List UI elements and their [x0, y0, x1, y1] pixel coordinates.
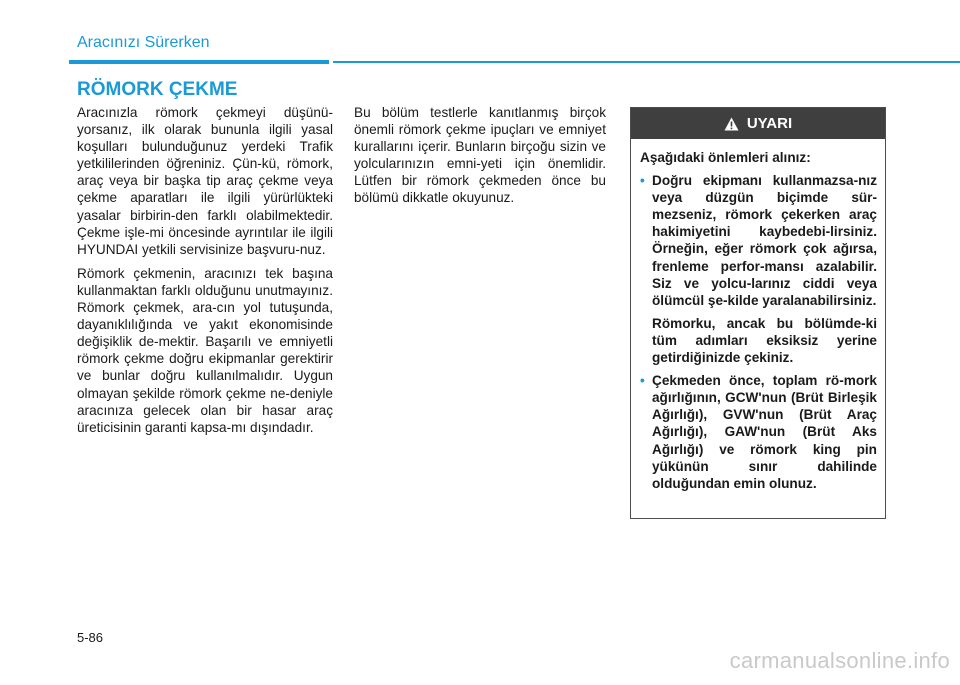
watermark: carmanualsonline.info: [729, 648, 950, 673]
paragraph: Römork çekmenin, aracınızı tek başına kullanmaktan farklı olduğunu unutmayınız. Römork çekmek, ara-cın yol tutuşunda, dayanıklılığında ve yakıt ekonomisinde değişiklik de-mektir. Başarılı ve emniyetli römork çekme doğru ekipmanlar gerektirir ve bunlar doğru kullanılmalıdır. Uygun olmayan şekilde römork çekme ne-deniyle aracınıza gelecek olan bir hasar araç üreticisinin garanti kapsa-mı dışındadır.: [77, 265, 333, 435]
warning-body: [631, 139, 885, 492]
list-item-text: Doğru ekipmanı kullanmazsa-nız veya düzgün biçimde sür-mezseniz, römork çekerken araç hakimiyetini kaybedebi-lirsiniz. Örneğin, eğer römork çok ağırsa, frenleme perfor-mansı azalabilir. Siz ve yolcu-larınız ciddi veya ölümcül şe-kilde yaralanabilirsiniz.: [652, 173, 877, 308]
text-column-left: [77, 104, 333, 443]
section-header: Aracınızı Sürerken: [77, 34, 210, 51]
header-rule-thick: [69, 60, 329, 64]
paragraph: Bu bölüm testlerle kanıtlanmış birçok önemli römork çekme ipuçları ve emniyet kurallarını içerir. Bunların birçoğu sizin ve yolcularınızın emni-yeti için önemlidir. Lütfen bir römork çekmeden önce bu bölümü dikkatle okuyunuz.: [354, 105, 606, 206]
paragraph: Aracınızla römork çekmeyi düşünü-yorsanız, ilk olarak bununla ilgili yasal koşulları bulunduğunuz yerdeki Trafik yetkililerinden öğreniniz. Çün-kü, römork, araç veya bir başka tip araç çekme veya çekme aparatları ile ilgili yürürlükteki yasalar birbirin-den farklı olabilmektedir. Çekme işle-mi öncesinde ayrıntılar ile ilgili HYUNDAI yetkili servisinize başvuru-nuz.: [77, 105, 333, 257]
warning-label: UYARI: [746, 115, 793, 132]
warning-list: [640, 172, 877, 492]
list-item-text: Römorku, ancak bu bölümde-ki tüm adımları eksiksiz yerine getirdiğinizde çekiniz.: [652, 315, 877, 366]
warning-header: [631, 108, 885, 139]
text-column-middle: [354, 104, 606, 214]
list-item: [640, 372, 877, 492]
list-item-text: Çekmeden önce, toplam rö-mork ağırlığının, GCW'nun (Brüt Birleşik Ağırlığı), GVW'nun (Brüt Araç Ağırlığı), GAW'nun (Brüt Aks Ağırlığı) ve römork king pin yükünün sınır dahilinde olduğundan emin olunuz.: [652, 373, 877, 491]
warning-triangle-icon: [724, 117, 739, 131]
warning-intro: Aşağıdaki önlemleri alınız:: [640, 150, 811, 165]
list-item: [640, 172, 877, 366]
bullet-icon: •: [640, 373, 645, 389]
header-rule-thin: [333, 61, 960, 63]
warning-box: [630, 107, 886, 519]
page-number: 5-86: [77, 630, 104, 645]
bullet-icon: •: [640, 173, 645, 189]
page-title: RÖMORK ÇEKME: [77, 79, 238, 100]
